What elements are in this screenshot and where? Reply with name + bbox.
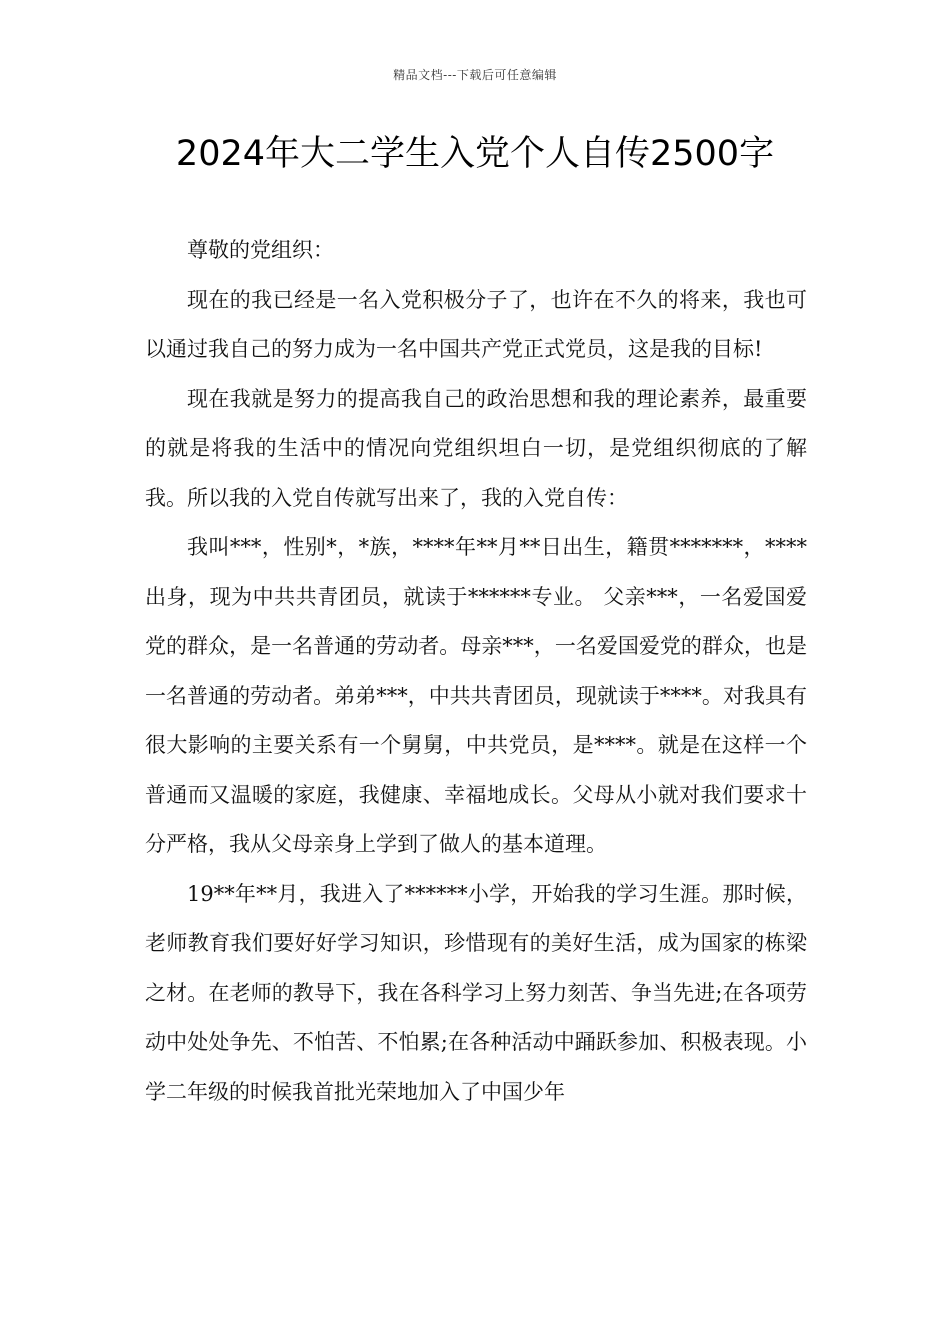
paragraph: 现在的我已经是一名入党积极分子了，也许在不久的将来，我也可以通过我自己的努力成为一名中国共产党正式党员，这是我的目标! [145, 287, 807, 361]
paragraph: 现在我就是努力的提高我自己的政治思想和我的理论素养，最重要的就是将我的生活中的情况向党组织坦白一切，是党组织彻底的了解我。所以我的入党自传就写出来了，我的入党自传： [145, 386, 807, 510]
paragraph: 19**年**月，我进入了******小学，开始我的学习生涯。那时候，老师教育我们要好好学习知识，珍惜现有的美好生活，成为国家的栋梁之材。在老师的教导下，我在各科学习上努力刻苦、争当先进;在各项劳动中处处争先、不怕苦、不怕累;在各种活动中踊跃参加、积极表现。小学二年级的时候我首批光荣地加入了中国少年 [145, 881, 807, 1104]
salutation: 尊敬的党组织： [187, 238, 334, 262]
paragraph: 我叫***，性别*，*族，****年**月**日出生，籍贯*******，****出身，现为中共共青团员，就读于******专业。 父亲***，一名爱国爱党的群众，是一名普通的劳动者。母亲***，一名爱国爱党的群众，也是一名普通的劳动者。弟弟***，中共共青团员，现就读于****。对我具有很大影响的主要关系有一个舅舅，中共党员，是****。就是在这样一个普通而又温暖的家庭，我健康、幸福地成长。父母从小就对我们要求十分严格，我从父母亲身上学到了做人的基本道理。 [145, 535, 807, 856]
header-note: 精品文档---下载后可任意编辑 [393, 68, 557, 82]
document-body [145, 226, 807, 1117]
document-title: 2024年大二学生入党个人自传2500字 [175, 134, 775, 174]
